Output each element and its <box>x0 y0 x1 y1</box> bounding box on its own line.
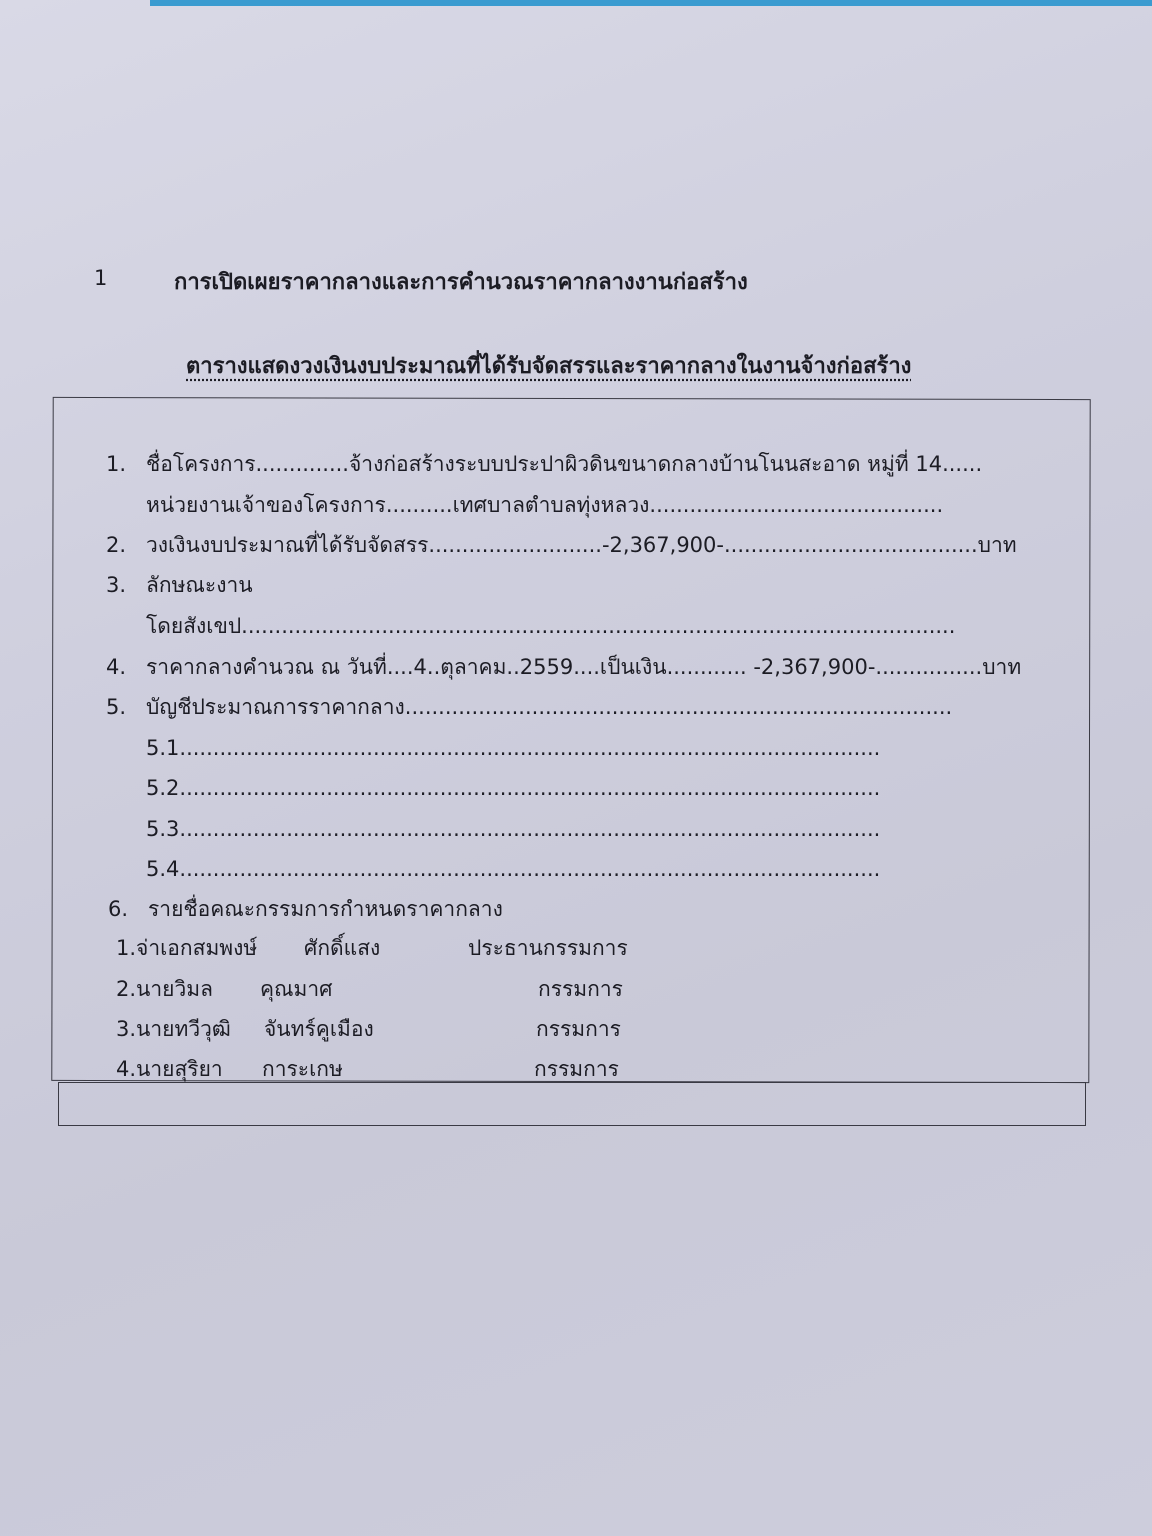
item-number: 1. <box>106 452 127 476</box>
page-edge-strip <box>150 0 1152 6</box>
item-number: 6. <box>108 897 129 921</box>
budget-line: วงเงินงบประมาณที่ได้รับจัดสรร..........................-2,367,900-......................................บาท <box>146 533 1017 557</box>
median-price-line: ราคากลางคำนวณ ณ วันที่....4..ตุลาคม..2559....เป็นเงิน............ -2,367,900-................บาท <box>146 655 1022 679</box>
item-5-2 <box>146 774 880 802</box>
committee-member-name: 1.จ่าเอกสมพงษ์ <box>116 936 258 960</box>
committee-member-role: กรรมการ <box>536 1017 621 1041</box>
committee-member-name: 3.นายทวีวุฒิ <box>116 1017 231 1041</box>
summary-line: โดยสังเขป........................................................................................................... <box>146 614 956 638</box>
estimate-sub-line: 5.4......................................................................................................... <box>146 857 881 881</box>
committee-member-surname: คุณมาศ <box>260 977 333 1001</box>
committee-member-role: กรรมการ <box>534 1057 619 1081</box>
estimate-sub-line: 5.2......................................................................................................... <box>146 776 881 800</box>
work-nature-label: ลักษณะงาน <box>146 573 253 597</box>
committee-heading: รายชื่อคณะกรรมการกำหนดราคากลาง <box>148 897 503 921</box>
item-number: 4. <box>106 655 127 679</box>
estimate-list-line: บัญชีประมาณการราคากลาง.................................................................................. <box>146 695 953 719</box>
committee-member-surname: การะเกษ <box>262 1057 343 1081</box>
item-1-owner <box>146 491 943 519</box>
committee-member-surname: จันทร์คูเมือง <box>264 1017 374 1041</box>
estimate-sub-line: 5.1......................................................................................................... <box>146 736 881 760</box>
item-5-4 <box>146 855 880 883</box>
committee-member-role: กรรมการ <box>538 977 623 1001</box>
item-number: 2. <box>106 533 127 557</box>
form-footer-box <box>58 1082 1086 1126</box>
document-heading: การเปิดเผยราคากลางและการคำนวณราคากลางงานก่อสร้าง <box>174 270 748 295</box>
item-5-1 <box>146 734 880 762</box>
item-number: 3. <box>106 573 127 597</box>
item-5-3 <box>146 815 880 843</box>
page-number: 1 <box>94 266 108 290</box>
project-name-line: ชื่อโครงการ..............จ้างก่อสร้างระบบประปาผิวดินขนาดกลางบ้านโนนสะอาด หมู่ที่ 14...... <box>146 452 983 476</box>
item-number: 5. <box>106 695 127 719</box>
committee-member-name: 2.นายวิมล <box>116 977 213 1001</box>
project-owner-line: หน่วยงานเจ้าของโครงการ..........เทศบาลตำบลทุ่งหลวง............................................ <box>146 493 944 517</box>
committee-member-role: ประธานกรรมการ <box>468 936 628 960</box>
committee-member-name: 4.นายสุริยา <box>116 1057 223 1081</box>
item-3-summary <box>146 612 955 640</box>
table-title: ตารางแสดงวงเงินงบประมาณที่ได้รับจัดสรรและราคากลางในงานจ้างก่อสร้าง <box>186 354 912 379</box>
estimate-sub-line: 5.3......................................................................................................... <box>146 817 881 841</box>
committee-member-surname: ศักดิ์แสง <box>304 936 381 960</box>
